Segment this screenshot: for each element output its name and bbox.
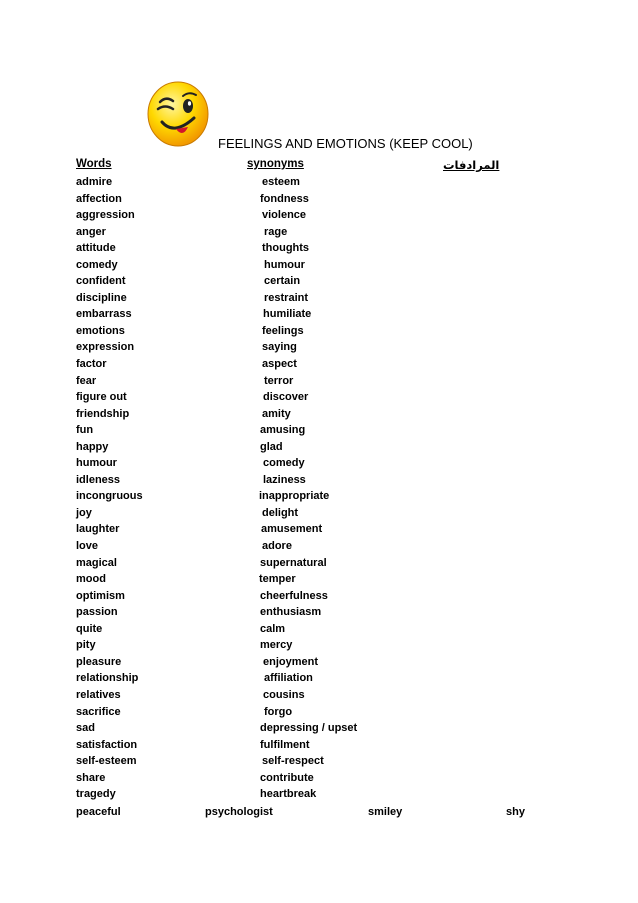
word: quite [76, 622, 103, 635]
synonym: fulfilment [260, 738, 310, 751]
word: confident [76, 275, 126, 288]
synonym: saying [262, 341, 297, 354]
list-item [0, 391, 638, 408]
extra-word: shy [506, 806, 525, 818]
synonym: contribute [260, 771, 314, 784]
synonym: amusement [261, 523, 323, 536]
list-item [0, 788, 638, 805]
list-item [0, 490, 638, 507]
list-item [0, 623, 638, 640]
synonym: rage [264, 225, 288, 238]
list-item [0, 557, 638, 574]
synonym: comedy [263, 457, 305, 470]
list-item [0, 325, 638, 342]
word: relationship [76, 672, 139, 685]
list-item [0, 656, 638, 673]
word: joy [76, 506, 92, 519]
synonym: feelings [262, 324, 304, 337]
synonym: esteem [262, 176, 300, 188]
extra-word: psychologist [205, 806, 273, 818]
synonym: amusing [260, 424, 306, 437]
synonym: terror [264, 374, 294, 387]
word: pity [76, 639, 96, 652]
list-item [0, 292, 638, 309]
word: sacrifice [76, 705, 121, 718]
synonyms-column-header: synonyms [247, 158, 304, 170]
synonym: aspect [262, 358, 297, 371]
synonym: self-respect [262, 755, 324, 768]
arabic-synonyms-column-header: المرادفات [443, 160, 500, 172]
word: aggression [76, 209, 135, 222]
synonym: heartbreak [260, 788, 317, 801]
list-item [0, 739, 638, 756]
word: self-esteem [76, 755, 137, 768]
word: attitude [76, 242, 116, 255]
vocabulary-list [0, 176, 638, 805]
word: friendship [76, 407, 130, 420]
synonym: enthusiasm [260, 606, 322, 619]
word: embarrass [76, 308, 132, 321]
list-item [0, 772, 638, 789]
synonym: laziness [263, 473, 306, 486]
list-item [0, 606, 638, 623]
synonym: enjoyment [263, 655, 319, 668]
synonym: adore [262, 540, 292, 553]
list-item [0, 590, 638, 607]
word: idleness [76, 473, 121, 486]
word: figure out [76, 391, 127, 404]
synonym: certain [264, 275, 301, 288]
extra-words-line [0, 806, 638, 822]
extra-word: smiley [368, 806, 403, 818]
word: affection [76, 192, 122, 205]
synonym: cheerfulness [260, 589, 328, 602]
word: admire [76, 176, 113, 188]
list-item [0, 275, 638, 292]
list-item [0, 457, 638, 474]
word: anger [76, 225, 106, 238]
list-item [0, 341, 638, 358]
synonym: restraint [264, 291, 309, 304]
word: satisfaction [76, 738, 138, 751]
word: sad [76, 722, 95, 735]
list-item [0, 706, 638, 723]
word: passion [76, 606, 118, 619]
word: comedy [76, 258, 118, 271]
synonym: calm [260, 622, 286, 635]
synonym: mercy [260, 639, 293, 652]
list-item [0, 209, 638, 226]
word: laughter [76, 523, 120, 536]
word: fun [76, 424, 94, 437]
word: pleasure [76, 655, 122, 668]
list-item [0, 507, 638, 524]
list-item [0, 308, 638, 325]
list-item [0, 639, 638, 656]
word: mood [76, 573, 106, 586]
list-item [0, 408, 638, 425]
synonym: affiliation [264, 672, 313, 685]
word: emotions [76, 324, 125, 337]
word: love [76, 540, 99, 553]
synonym: inappropriate [259, 490, 330, 503]
word: humour [76, 457, 117, 470]
word: incongruous [76, 490, 143, 503]
synonym: delight [262, 506, 299, 519]
synonym: cousins [263, 688, 305, 701]
words-column-header: Words [76, 158, 112, 170]
word: happy [76, 440, 109, 453]
synonym: violence [262, 209, 307, 222]
list-item [0, 689, 638, 706]
list-item [0, 226, 638, 243]
list-item [0, 523, 638, 540]
word: magical [76, 556, 117, 569]
word: factor [76, 358, 107, 371]
synonym: depressing / upset [260, 722, 358, 735]
word: tragedy [76, 788, 116, 801]
word: expression [76, 341, 135, 354]
list-item [0, 176, 638, 193]
word: fear [76, 374, 97, 387]
synonym: forgo [264, 705, 293, 718]
synonym: temper [259, 573, 296, 586]
synonym: supernatural [260, 556, 327, 569]
winking-smiley-icon [146, 80, 210, 148]
list-item [0, 722, 638, 739]
synonym: glad [260, 440, 283, 453]
synonym: fondness [260, 192, 309, 205]
page-title: FEELINGS AND EMOTIONS (KEEP COOL) [218, 136, 473, 151]
list-item [0, 358, 638, 375]
word: relatives [76, 688, 121, 701]
synonym: humiliate [263, 308, 312, 321]
list-item [0, 242, 638, 259]
synonym: humour [264, 258, 305, 271]
word: optimism [76, 589, 125, 602]
word: share [76, 771, 106, 784]
extra-word: peaceful [76, 806, 121, 818]
list-item [0, 672, 638, 689]
list-item [0, 540, 638, 557]
list-item [0, 441, 638, 458]
list-item [0, 474, 638, 491]
word: discipline [76, 291, 127, 304]
list-item [0, 755, 638, 772]
list-item [0, 375, 638, 392]
synonym: amity [262, 407, 291, 420]
synonym: thoughts [262, 242, 310, 255]
list-item [0, 424, 638, 441]
list-item [0, 193, 638, 210]
synonym: discover [263, 391, 309, 404]
list-item [0, 259, 638, 276]
list-item [0, 573, 638, 590]
